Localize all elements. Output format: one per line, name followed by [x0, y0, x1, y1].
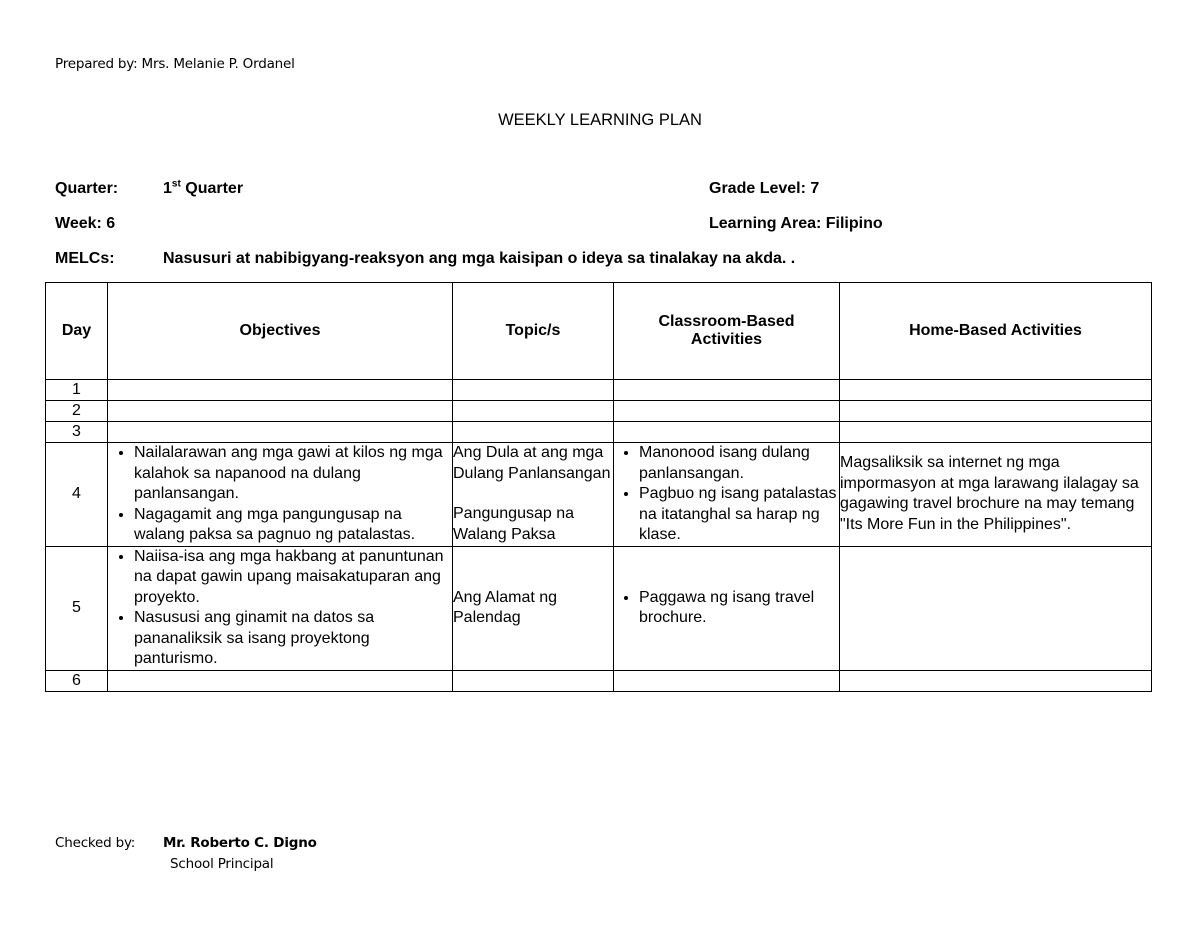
melcs-label: MELCs: [55, 250, 115, 267]
empty-cell [614, 380, 840, 401]
prepared-by: Prepared by: Mrs. Melanie P. Ordanel [55, 56, 295, 72]
header-day: Day [46, 283, 108, 380]
empty-cell [108, 380, 453, 401]
table-row [46, 546, 1152, 670]
objective-item: • Naiisa-isa ang mga hakbang at panuntunan na dapat gawin upang maisakatuparan ang proyekto. [134, 547, 452, 609]
table-header-row [46, 283, 1152, 380]
week: Week: 6 [55, 215, 116, 232]
empty-cell [840, 380, 1152, 401]
empty-cell [614, 670, 840, 691]
topic-text: Ang Dula at ang mga Dulang Panlansangan [453, 444, 611, 482]
classroom-item: • Pagbuo ng isang patalastas na itatanghal sa harap ng klase. [639, 484, 839, 546]
day-cell: 3 [46, 422, 108, 443]
classroom-cell [614, 546, 840, 670]
empty-cell [453, 380, 614, 401]
empty-cell [453, 670, 614, 691]
checked-by-label: Checked by: [55, 835, 136, 851]
topic-cell [453, 443, 614, 547]
empty-cell [614, 401, 840, 422]
quarter-value [163, 180, 243, 198]
empty-cell [108, 401, 453, 422]
topic-cell: Ang Alamat ng Palendag [453, 546, 614, 670]
day-cell: 5 [46, 546, 108, 670]
empty-cell [453, 422, 614, 443]
quarter-label: Quarter: [55, 180, 119, 197]
header-topics: Topic/s [453, 283, 614, 380]
quarter-suffix: st [171, 178, 181, 190]
page-title: WEEKLY LEARNING PLAN [498, 111, 702, 129]
day-cell: 4 [46, 443, 108, 547]
learning-plan-table [45, 282, 1152, 692]
principal-name: Mr. Roberto C. Digno [163, 835, 317, 851]
objectives-cell [108, 443, 453, 547]
day-cell: 6 [46, 670, 108, 691]
principal-title: School Principal [170, 856, 274, 872]
objective-item: • Nagagamit ang mga pangungusap na walang paksa sa pagnuo ng patalastas. [134, 505, 452, 546]
topic-text: Pangungusap na Walang Paksa [453, 505, 574, 543]
home-cell [840, 546, 1152, 670]
grade-level: Grade Level: 7 [709, 180, 820, 197]
empty-cell [614, 422, 840, 443]
empty-cell [108, 670, 453, 691]
table-row [46, 380, 1152, 401]
table-row [46, 422, 1152, 443]
day-cell: 2 [46, 401, 108, 422]
objective-item: • Nasususi ang ginamit na datos sa pananaliksik sa isang proyektong panturismo. [134, 608, 452, 670]
learning-area: Learning Area: Filipino [709, 215, 883, 232]
table-row [46, 401, 1152, 422]
table-row [46, 670, 1152, 691]
empty-cell [840, 401, 1152, 422]
classroom-item: • Manonood isang dulang panlansangan. [639, 443, 839, 484]
header-classroom: Classroom-Based Activities [614, 283, 840, 380]
classroom-cell [614, 443, 840, 547]
quarter-word: Quarter [180, 180, 244, 197]
home-cell: Magsaliksik sa internet ng mga impormasyon at mga larawang ilalagay sa gagawing travel brochure na may temang "Its More Fun in the Philippines". [840, 443, 1152, 547]
empty-cell [453, 401, 614, 422]
classroom-item: • Paggawa ng isang travel brochure. [639, 588, 839, 629]
empty-cell [840, 670, 1152, 691]
day-cell: 1 [46, 380, 108, 401]
empty-cell [108, 422, 453, 443]
melcs-value: Nasusuri at nabibigyang-reaksyon ang mga kaisipan o ideya sa tinalakay na akda. . [163, 250, 796, 267]
objectives-cell [108, 546, 453, 670]
header-home: Home-Based Activities [840, 283, 1152, 380]
objective-item: • Nailalarawan ang mga gawi at kilos ng mga kalahok sa napanood na dulang panlansangan. [134, 443, 452, 505]
quarter-number: 1 [163, 180, 172, 197]
header-objectives: Objectives [108, 283, 453, 380]
empty-cell [840, 422, 1152, 443]
table-row [46, 443, 1152, 547]
